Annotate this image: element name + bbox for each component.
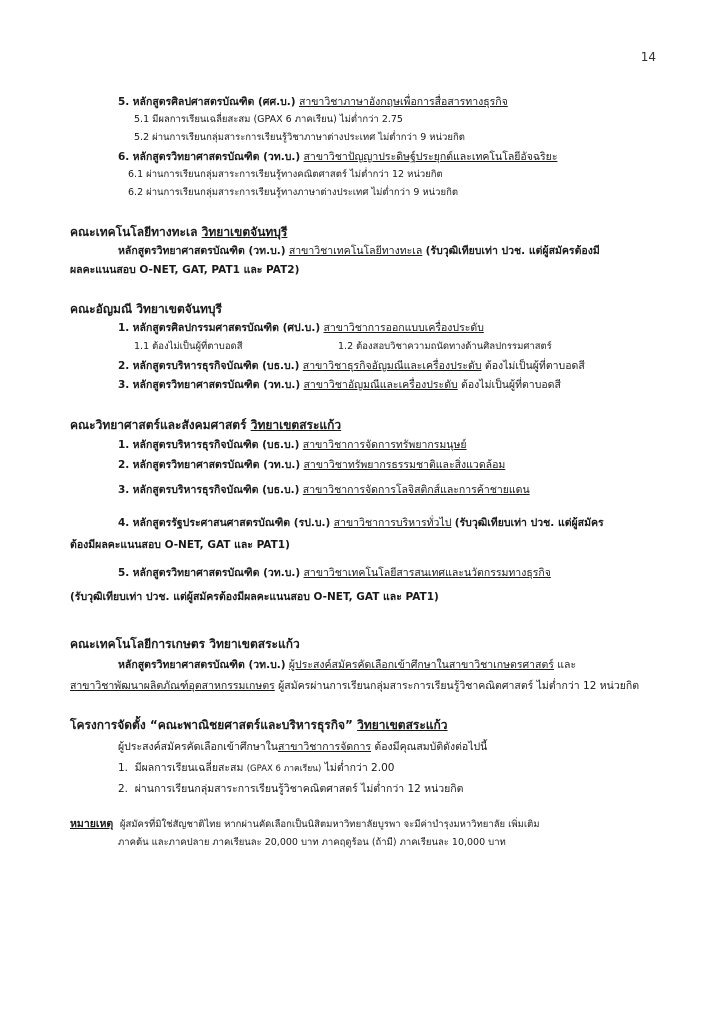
faculty-heading-gems: คณะอัญมณี วิทยาเขตจันทบุรี bbox=[70, 302, 222, 316]
item-number: 4. bbox=[118, 517, 130, 529]
marine-note-cont: ผลคะแนนสอบ O-NET, GAT, PAT1 และ PAT2) bbox=[70, 264, 300, 276]
marine-program bbox=[118, 244, 600, 258]
faculty-name: โครงการจัดตั้ง “คณะพาณิชยศาสตร์และบริหารธุรกิจ” bbox=[70, 718, 353, 732]
major-name: สาขาวิชาการจัดการ bbox=[278, 741, 372, 753]
major-name: สาขาวิชาอัญมณีและเครื่องประดับ bbox=[303, 379, 458, 391]
scisoc-item-2 bbox=[118, 458, 505, 472]
project-criterion-2 bbox=[118, 782, 463, 796]
item-number: 5. bbox=[118, 96, 130, 108]
major-text: ผู้ประสงค์สมัครคัดเลือกเข้าศึกษาในสาขาวิชาเกษตรศาสตร์ bbox=[288, 659, 554, 671]
remark-text: ผู้สมัครที่มิใช่สัญชาติไทย หากผ่านคัดเลือกเป็นนิสิตมหาวิทยาลัยบูรพา จะมีค่าบำรุงมหาวิทยาลัย เพิ่มเติม bbox=[119, 819, 540, 830]
scisoc-item-4-note-cont: ต้องมีผลคะแนนสอบ O-NET, GAT และ PAT1) bbox=[70, 539, 290, 551]
scisoc-item-5-note: (รับวุฒิเทียบเท่า ปวช. แต่ผู้สมัครต้องมีผลคะแนนสอบ O-NET, GAT และ PAT1) bbox=[70, 591, 439, 603]
criterion-text: ไม่ต่ำกว่า 2.00 bbox=[324, 762, 395, 774]
criterion-5-2: 5.2 ผ่านการเรียนกลุ่มสาระการเรียนรู้วิชาภาษาต่างประเทศ ไม่ต่ำกว่า 9 หน่วยกิต bbox=[134, 132, 465, 143]
major-name: สาขาวิชาเทคโนโลยีทางทะเล bbox=[288, 245, 423, 257]
major-name: สาขาวิชาการบริหารทั่วไป bbox=[333, 517, 452, 529]
scisoc-item-4 bbox=[118, 516, 604, 530]
scisoc-item-1 bbox=[118, 438, 467, 452]
campus-name: วิทยาเขตสระแก้ว bbox=[357, 718, 448, 732]
criterion-text: มีผลการเรียนเฉลี่ยสะสม bbox=[134, 762, 244, 774]
faculty-heading-agri: คณะเทคโนโลยีการเกษตร วิทยาเขตสระแก้ว bbox=[70, 637, 300, 651]
program-6 bbox=[118, 150, 557, 164]
program-title: หลักสูตรศิลปกรรมศาสตรบัณฑิต (ศป.บ.) bbox=[132, 322, 321, 334]
major-name: สาขาวิชาปัญญาประดิษฐ์ประยุกต์และเทคโนโลยีอัจฉริยะ bbox=[303, 151, 558, 163]
campus-name: วิทยาเขตจันทบุรี bbox=[201, 225, 288, 239]
agri-program bbox=[118, 658, 576, 672]
intro-text: ผู้ประสงค์สมัครคัดเลือกเข้าศึกษาใน bbox=[118, 741, 278, 753]
faculty-name: คณะเทคโนโลยีทางทะเล bbox=[70, 225, 198, 239]
intro-text: ต้องมีคุณสมบัติดังต่อไปนี้ bbox=[374, 741, 488, 753]
gems-criterion-1-1: 1.1 ต้องไม่เป็นผู้ที่ตาบอดสี bbox=[134, 341, 243, 352]
program-title: หลักสูตรบริหารธุรกิจบัณฑิต (บธ.บ.) bbox=[132, 439, 300, 451]
gems-item-2 bbox=[118, 359, 585, 373]
program-title: หลักสูตรรัฐประศาสนศาสตรบัณฑิต (รป.บ.) bbox=[132, 517, 331, 529]
criterion-5-1: 5.1 มีผลการเรียนเฉลี่ยสะสม (GPAX 6 ภาคเรียน) ไม่ต่ำกว่า 2.75 bbox=[134, 114, 403, 125]
requirement: ต้องไม่เป็นผู้ที่ตาบอดสี bbox=[461, 379, 561, 391]
criterion-text: (GPAX 6 ภาคเรียน) bbox=[246, 764, 322, 774]
item-number: 2. bbox=[118, 783, 129, 795]
item-number: 1. bbox=[118, 439, 130, 451]
program-title: หลักสูตรวิทยาศาสตรบัณฑิต (วท.บ.) bbox=[118, 659, 286, 671]
program-title: หลักสูตรศิลปศาสตรบัณฑิต (ศศ.บ.) bbox=[132, 96, 296, 108]
item-number: 1. bbox=[118, 762, 129, 774]
item-number: 1. bbox=[118, 322, 130, 334]
requirement: ต้องไม่เป็นผู้ที่ตาบอดสี bbox=[484, 360, 585, 372]
major-name: สาขาวิชาการจัดการโลจิสติกส์และการค้าชายแดน bbox=[302, 484, 530, 496]
requirement: ผู้สมัครผ่านการเรียนกลุ่มสาระการเรียนรู้วิชาคณิตศาสตร์ ไม่ต่ำกว่า 12 หน่วยกิต bbox=[278, 680, 640, 692]
item-number: 3. bbox=[118, 484, 130, 496]
criterion-text: ผ่านการเรียนกลุ่มสาระการเรียนรู้วิชาคณิตศาสตร์ ไม่ต่ำกว่า 12 หน่วยกิต bbox=[134, 783, 464, 795]
item-number: 3. bbox=[118, 379, 130, 391]
project-criterion-1 bbox=[118, 761, 394, 776]
gems-item-1 bbox=[118, 321, 484, 335]
major-name: สาขาวิชาการจัดการทรัพยากรมนุษย์ bbox=[302, 439, 467, 451]
campus-name: วิทยาเขตสระแก้ว bbox=[250, 418, 342, 432]
scisoc-item-3 bbox=[118, 483, 530, 497]
page-number: 14 bbox=[640, 50, 656, 64]
gems-item-3 bbox=[118, 378, 561, 392]
major-name: สาขาวิชาเทคโนโลยีสารสนเทศและนวัตกรรมทางธุรกิจ bbox=[303, 567, 551, 579]
item-number: 2. bbox=[118, 360, 130, 372]
item-number: 6. bbox=[118, 151, 130, 163]
faculty-name: คณะวิทยาศาสตร์และสังคมศาสตร์ bbox=[70, 418, 247, 432]
program-title: หลักสูตรวิทยาศาสตรบัณฑิต (วท.บ.) bbox=[132, 379, 301, 391]
major-name: สาขาวิชาทรัพยากรธรรมชาติและสิ่งแวดล้อม bbox=[303, 459, 506, 471]
note: (รับวุฒิเทียบเท่า ปวช. แต่ผู้สมัคร bbox=[454, 517, 604, 529]
major-name: สาขาวิชาภาษาอังกฤษเพื่อการสื่อสารทางธุรกิจ bbox=[298, 96, 508, 108]
faculty-heading-project bbox=[70, 718, 448, 732]
major-name: สาขาวิชาธุรกิจอัญมณีและเครื่องประดับ bbox=[302, 360, 482, 372]
program-title: หลักสูตรบริหารธุรกิจบัณฑิต (บธ.บ.) bbox=[132, 484, 300, 496]
scisoc-item-5 bbox=[118, 566, 551, 580]
program-title: หลักสูตรวิทยาศาสตรบัณฑิต (วท.บ.) bbox=[132, 459, 301, 471]
program-title: หลักสูตรบริหารธุรกิจบัณฑิต (บธ.บ.) bbox=[132, 360, 300, 372]
agri-program-cont bbox=[70, 679, 639, 693]
major-name: สาขาวิชาพัฒนาผลิตภัณฑ์อุตสาหกรรมเกษตร bbox=[70, 680, 275, 692]
program-title: หลักสูตรวิทยาศาสตรบัณฑิต (วท.บ.) bbox=[132, 151, 301, 163]
note: (รับวุฒิเทียบเท่า ปวช. แต่ผู้สมัครต้องมี bbox=[425, 245, 600, 257]
criterion-6-2: 6.2 ผ่านการเรียนกลุ่มสาระการเรียนรู้ทางภาษาต่างประเทศ ไม่ต่ำกว่า 9 หน่วยกิต bbox=[128, 187, 458, 198]
program-5 bbox=[118, 95, 508, 109]
item-number: 2. bbox=[118, 459, 130, 471]
remark bbox=[70, 817, 540, 832]
major-name: สาขาวิชาการออกแบบเครื่องประดับ bbox=[323, 322, 484, 334]
remark-text-line-2: ภาคต้น และภาคปลาย ภาคเรียนละ 20,000 บาท ภาคฤดูร้อน (ถ้ามี) ภาคเรียนละ 10,000 บาท bbox=[118, 837, 506, 848]
criterion-6-1: 6.1 ผ่านการเรียนกลุ่มสาระการเรียนรู้ทางคณิตศาสตร์ ไม่ต่ำกว่า 12 หน่วยกิต bbox=[128, 169, 443, 180]
project-intro bbox=[118, 740, 487, 754]
program-title: หลักสูตรวิทยาศาสตรบัณฑิต (วท.บ.) bbox=[132, 567, 301, 579]
faculty-heading-marine bbox=[70, 225, 287, 239]
program-title: หลักสูตรวิทยาศาสตรบัณฑิต (วท.บ.) bbox=[118, 245, 286, 257]
gems-criterion-1-2: 1.2 ต้องสอบวิชาความถนัดทางด้านศิลปกรรมศาสตร์ bbox=[338, 341, 552, 352]
conjunction: และ bbox=[557, 659, 577, 671]
faculty-heading-scisoc bbox=[70, 418, 341, 432]
item-number: 5. bbox=[118, 567, 130, 579]
remark-label: หมายเหตุ bbox=[70, 818, 114, 830]
